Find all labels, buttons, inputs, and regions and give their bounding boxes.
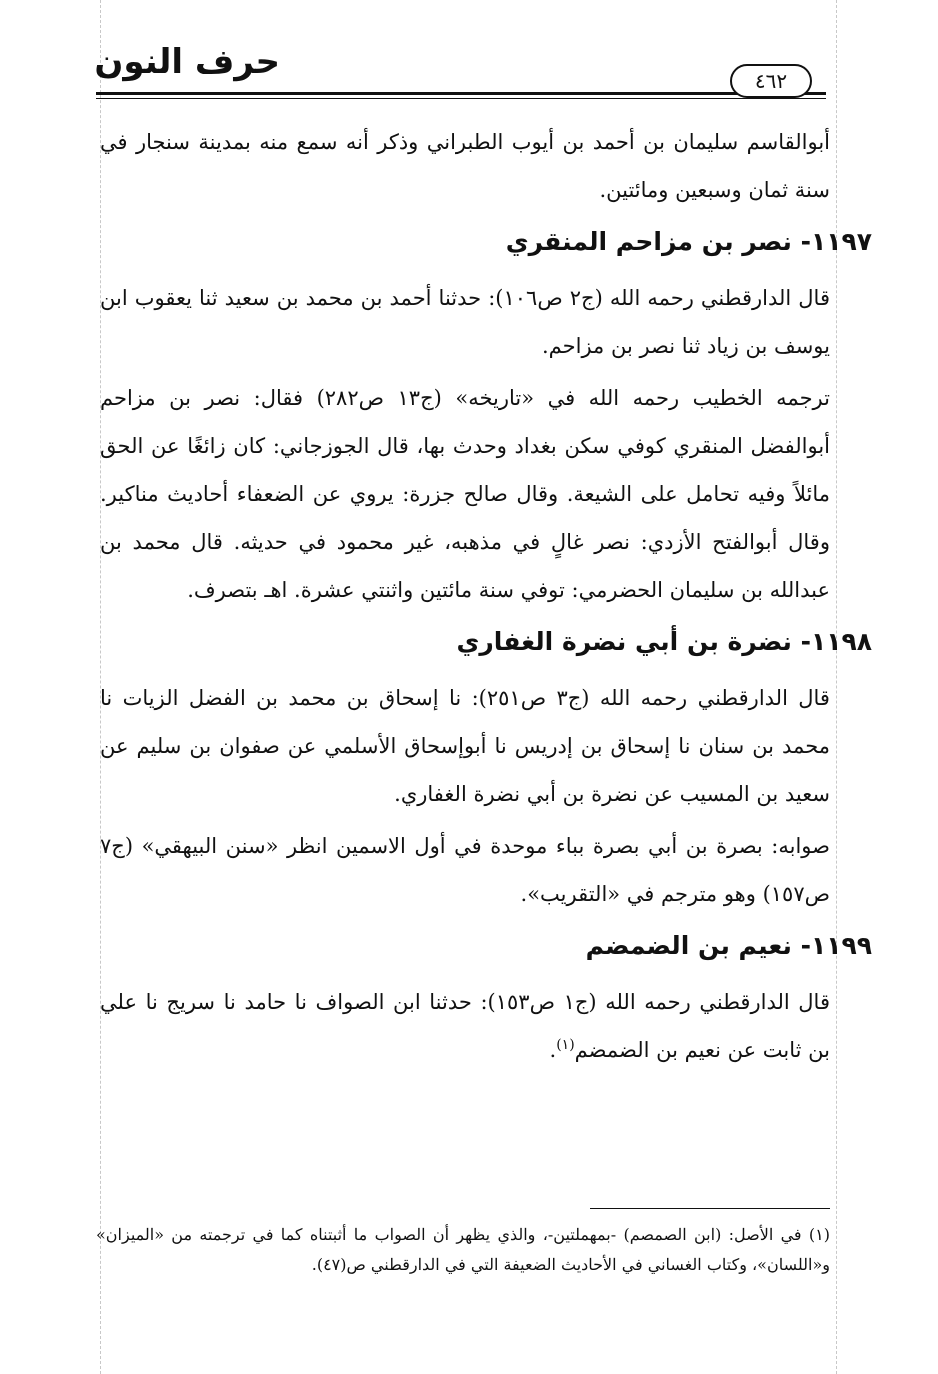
entry-1198	[100, 622, 872, 918]
entry-paragraph: قال الدارقطني رحمه الله (ج٣ ص٢٥١): نا إسحاق بن محمد بن الفضل الزيات نا محمد بن سنان نا إسحاق بن إدريس نا أبوإسحاق الأسلمي عن صفوان بن سليم عن سعيد بن المسيب عن نضرة بن أبي نضرة الغفاري.	[100, 686, 830, 806]
footnote-text: في الأصل: (ابن الصمصم) -بمهملتين-، والذي يظهر أن الصواب ما أثبتناه كما في ترجمته من «الميزان» و«اللسان»، وكتاب الغساني في الأحاديث الضعيفة التي في الدارقطني ص(٤٧).	[96, 1225, 830, 1274]
header-rule	[96, 92, 826, 95]
entry-heading: ١١٩٩- نعيم بن الضمضم	[585, 931, 872, 960]
intro-paragraph: أبوالقاسم سليمان بن أحمد بن أيوب الطبراني وذكر أنه سمع منه بمدينة سنجار في سنة ثمان وسبعين ومائتين.	[100, 130, 830, 202]
entry-1199	[100, 926, 872, 1074]
footnote-marker: (١)	[808, 1225, 830, 1244]
entry-paragraph-with-footnote	[100, 978, 830, 1074]
footnote-reference[interactable]: (١)	[556, 1037, 575, 1053]
entry-1197	[100, 222, 872, 614]
entry-closing-punctuation: .	[549, 1038, 557, 1062]
header-rule-thin	[96, 98, 826, 99]
entry-paragraph-text: قال الدارقطني رحمه الله (ج١ ص١٥٣): حدثنا ابن الصواف نا حامد نا سريج نا علي بن ثابت عن نعيم بن الضمضم	[100, 990, 830, 1062]
footnote-separator	[590, 1208, 830, 1209]
page-body	[100, 118, 872, 1074]
entry-heading: ١١٩٨- نضرة بن أبي نضرة الغفاري	[456, 627, 872, 656]
entry-paragraph: صوابه: بصرة بن أبي بصرة بباء موحدة في أول الاسمين انظر «سنن البيهقي» (ج٧ ص١٥٧) وهو مترجم في «التقريب».	[100, 834, 830, 906]
chapter-title: حرف النون	[94, 42, 280, 82]
footnote	[96, 1220, 830, 1280]
page-number: ٤٦٢	[730, 64, 812, 98]
entry-heading: ١١٩٧- نصر بن مزاحم المنقري	[505, 227, 872, 256]
right-margin-guide	[836, 0, 837, 1374]
entry-paragraph: قال الدارقطني رحمه الله (ج٢ ص١٠٦): حدثنا أحمد بن محمد بن سعيد ثنا يعقوب ابن يوسف بن زياد ثنا نصر بن مزاحم.	[100, 286, 830, 358]
entry-paragraph: ترجمه الخطيب رحمه الله في «تاريخه» (ج١٣ ص٢٨٢) فقال: نصر بن مزاحم أبوالفضل المنقري كوفي سكن بغداد وحدث بها، قال الجوزجاني: كان زائغًا عن الحق مائلاً وفيه تحامل على الشيعة. وقال صالح جزرة: يروي عن الضعفاء أحاديث مناكير. وقال أبوالفتح الأزدي: نصر غالٍ في مذهبه، غير محمود في حديثه. قال محمد بن عبدالله بن سليمان الحضرمي: توفي سنة مائتين واثنتي عشرة. اهـ بتصرف.	[100, 386, 830, 602]
